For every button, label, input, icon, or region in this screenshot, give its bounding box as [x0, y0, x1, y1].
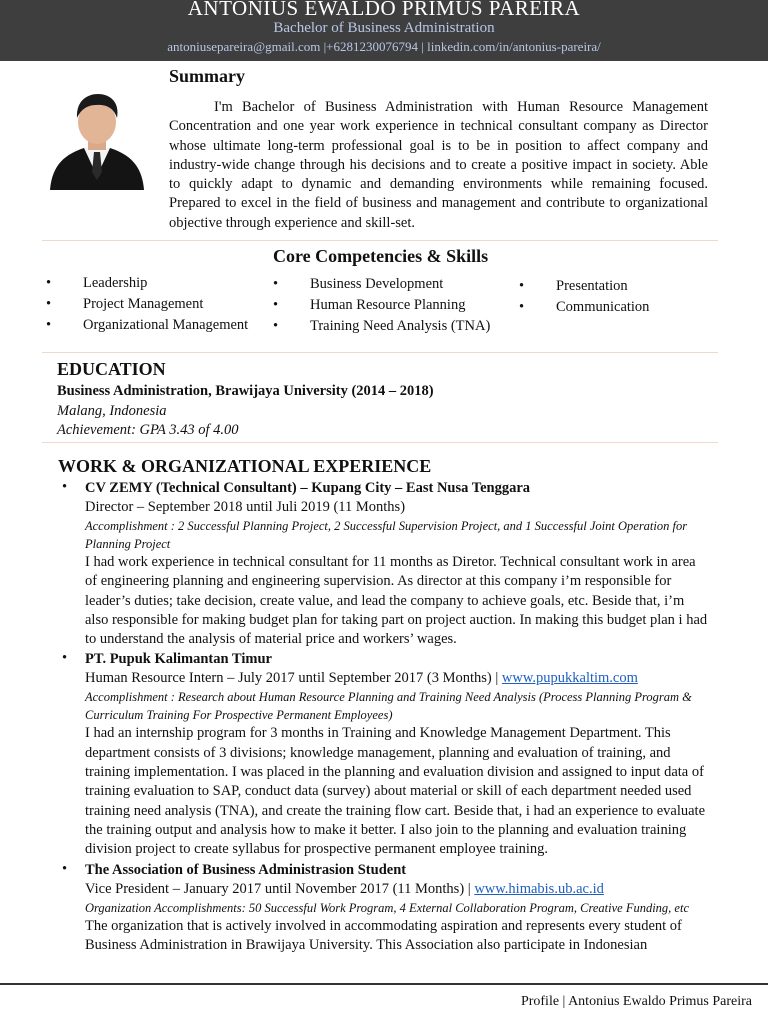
candidate-degree: Bachelor of Business Administration — [273, 20, 495, 36]
job-description: The organization that is actively involved in accommodating aspiration and represents every student of Business Administration in Brawijaya University. This Association also participate in Indonesian — [85, 917, 682, 953]
job-accomplishment: Accomplishment : Research about Human Resource Planning and Training Need Analysis (Process Planning Program & Curriculum Training For Prospective Permanent Employees) — [85, 690, 692, 723]
job-description: I had work experience in technical consultant for 11 months as Diretor. Technical consultant work in area of engineering planning and engineering supervision. As director at this company i’m responsible for leader’s duties; take decision, create value, and lead the company to achieve goals, etc. Beside that, i’m also responsible for making budget plan for taking part on project auction. In making this budget plan i had to understand the analysis of material price and workers’ wages. — [85, 554, 708, 648]
bullet-icon: • — [62, 479, 68, 495]
job-organization: The Association of Business Administrasion Student — [85, 861, 407, 878]
divider-line — [42, 352, 718, 353]
skill-item: • Organizational Management — [46, 315, 248, 336]
education-degree: Business Administration, Brawijaya University (2014 – 2018) — [57, 383, 434, 399]
profile-photo — [48, 84, 146, 190]
organization-link[interactable]: www.himabis.ub.ac.id — [474, 880, 604, 897]
education-title: EDUCATION — [57, 359, 166, 379]
summary-title: Summary — [169, 66, 245, 86]
skill-item: • Business Development — [273, 274, 490, 295]
job-accomplishment: Organization Accomplishments: 50 Successful Work Program, 4 External Collaboration Program, Creative Funding, etc — [85, 900, 689, 915]
divider-line — [42, 240, 718, 241]
skills-column-2 — [273, 274, 490, 337]
divider-line — [42, 442, 718, 443]
page-footer: Profile | Antonius Ewaldo Primus Pareira — [520, 994, 752, 1009]
footer-divider — [0, 983, 768, 985]
skills-column-3 — [519, 276, 649, 318]
job-role: Human Resource Intern – July 2017 until September 2017 (3 Months) | www.pupukkaltim.com — [85, 670, 638, 687]
job-description: I had an internship program for 3 months in Training and Knowledge Management Department. This department consists of 3 divisions; knowledge management, planning and evaluation of training, and training implementation. I was placed in the planning and evaluation division and assigned to input data of training evaluation to SAP, conduct data (survey) about material or skill of each department needed used training need analysis (TNA), and create the training flow cart. Beside that, i had an experience to evaluate the training output and analysis how to make it better. I also join to the planning and evaluation training division project to create syllabus for prospective permanent employee training. — [85, 725, 706, 858]
job-entry — [62, 860, 710, 956]
education-location: Malang, Indonesia — [57, 402, 167, 419]
education-achievement: Achievement: GPA 3.43 of 4.00 — [57, 422, 239, 438]
skill-item: • Leadership — [46, 273, 248, 294]
skill-item: • Training Need Analysis (TNA) — [273, 316, 490, 337]
resume-header — [0, 0, 768, 61]
bullet-icon: • — [62, 650, 68, 667]
job-entry — [62, 650, 710, 859]
work-title: WORK & ORGANIZATIONAL EXPERIENCE — [58, 456, 432, 476]
job-role: Director – September 2018 until Juli 2019 (11 Months) — [85, 499, 406, 515]
job-role: Vice President – January 2017 until November 2017 (11 Months) | www.himabis.ub.ac.id — [85, 880, 604, 897]
skill-item: • Project Management — [46, 294, 248, 315]
skill-item: • Human Resource Planning — [273, 295, 490, 316]
company-link[interactable]: www.pupukkaltim.com — [501, 670, 638, 687]
skills-column-1 — [46, 273, 248, 336]
skill-item: • Presentation — [519, 276, 649, 297]
skills-title: Core Competencies & Skills — [273, 246, 489, 266]
job-organization: CV ZEMY (Technical Consultant) – Kupang City – East Nusa Tenggara — [85, 480, 531, 496]
education-block — [57, 382, 434, 441]
bullet-icon: • — [62, 860, 68, 877]
job-accomplishment: Accomplishment : 2 Successful Planning Project, 2 Successful Supervision Project, and 1 Successful Joint Operation for Planning Project — [85, 519, 688, 551]
contact-info: antoniusepareira@gmail.com |+6281230076794 | linkedin.com/in/antonius-pareira/ — [167, 39, 601, 54]
work-list — [62, 479, 710, 955]
job-organization: PT. Pupuk Kalimantan Timur — [85, 651, 272, 668]
summary-text: I'm Bachelor of Business Administration with Human Resource Management Concentration and one year work experience in technical consultant company as Director whose ultimate long-term professional goal is to be in position to affect company and industry-wide change through his decisions and to create a positive impact in society. Able to quickly adapt to dynamic and demanding environments while remaining focused. Prepared to excel in the field of business and management and contribute to organizational objective through experience and skill-set. — [169, 99, 708, 231]
candidate-name: ANTONIUS EWALDO PRIMUS PAREIRA — [187, 0, 581, 20]
job-entry — [62, 479, 710, 649]
skill-item: • Communication — [519, 297, 649, 318]
